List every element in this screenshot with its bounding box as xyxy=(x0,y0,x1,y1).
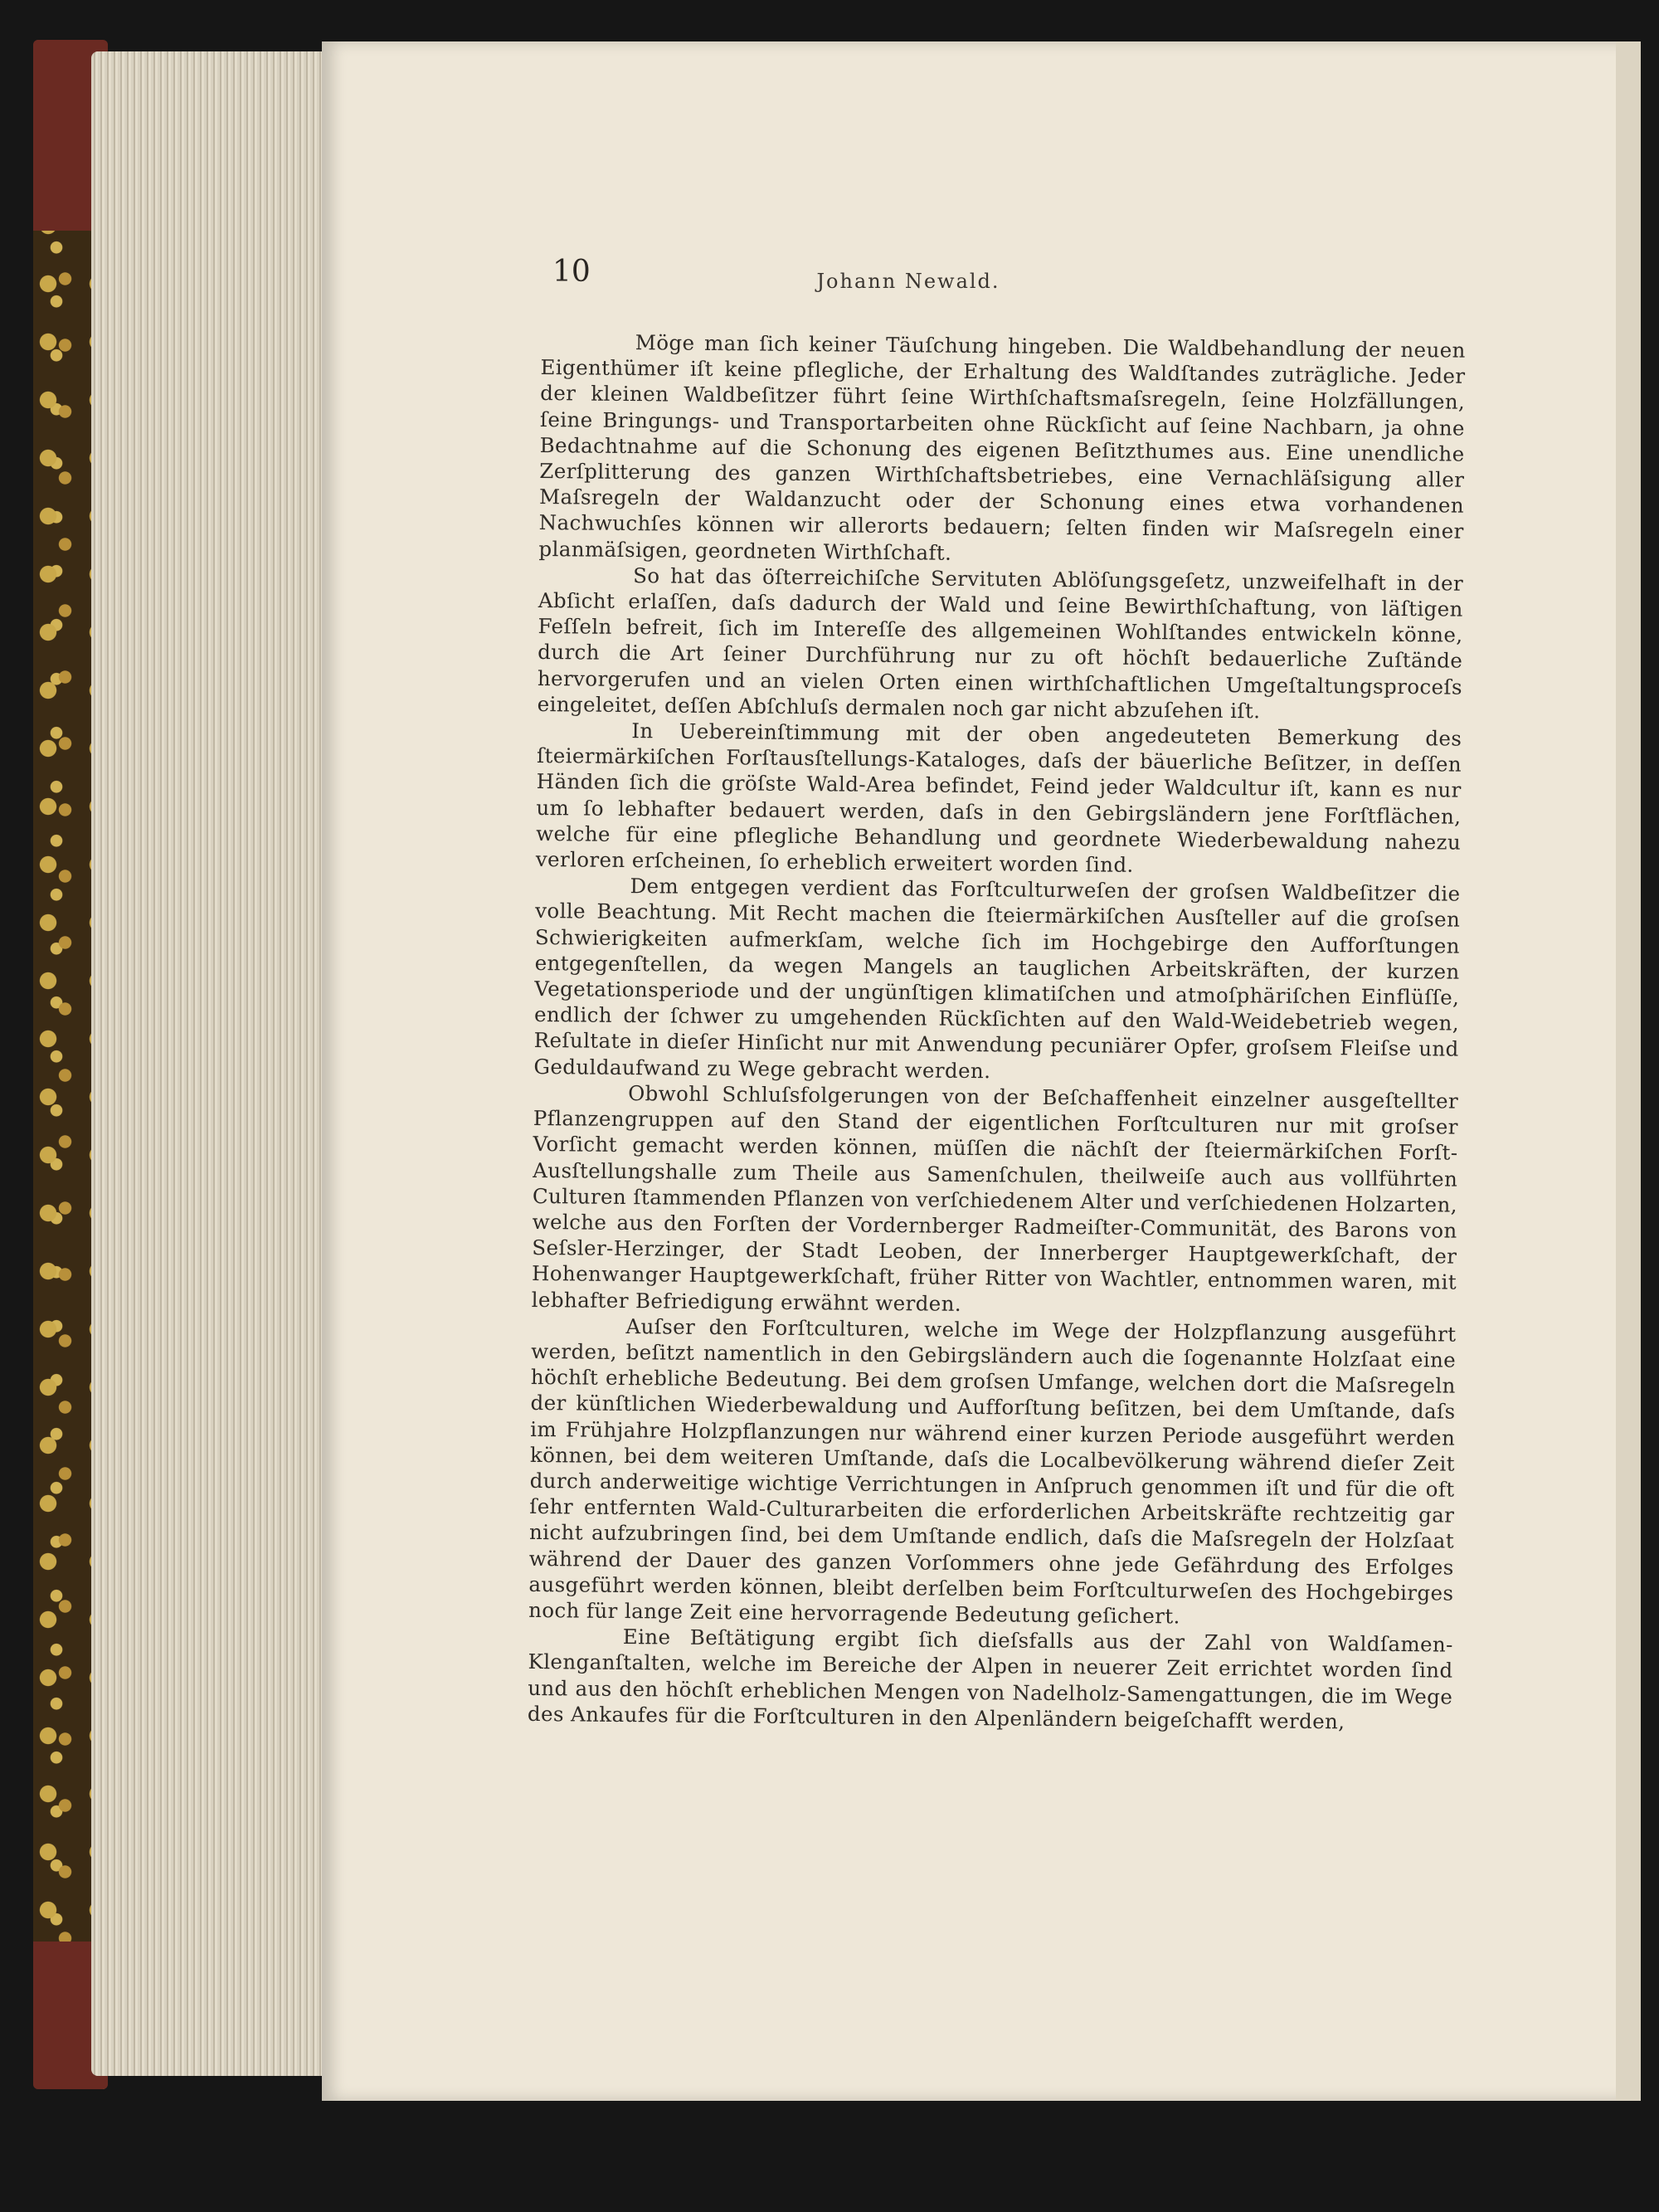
page-edges xyxy=(91,51,324,2076)
paragraph-1: Möge man ſich keiner Täuſchung hingeben. Die Waldbehandlung der neuen Eigenthümer iſt keine pflegliche, der Erhaltung des Waldſtandes zuträgliche. Jeder der kleinen Waldbeſitzer führt ſeine Wirthſchaftsmaſsregeln, ſeine Holzfällungen, ſeine Bringungs- und Transportarbeiten ohne Rückſicht auf ſeine Nachbarn, ja ohne Bedachtnahme auf die Schonung des eigenen Beſitzthumes aus. Eine unendliche Zerſplitterung des ganzen Wirthſchaftsbetriebes, eine Vernachläſsigung aller Maſsregeln der Waldanzucht oder der Schonung eines etwa vorhandenen Nachwuchſes können wir allerorts bedauern; ſelten finden wir Maſsregeln einer planmäſsigen, geordneten Wirthſchaft. xyxy=(538,330,1466,565)
running-head-text: Johann Newald. xyxy=(816,270,1000,293)
paragraph-3: In Uebereinſtimmung mit der oben angedeuteten Bemerkung des ſteiermärkiſchen Forſtausſtellungs-Kataloges, daſs der bäuerliche Beſitzer, in deſſen Händen ſich die gröſste Wald-Area befindet, Feind jeder Waldcultur iſt, kann es nur um ſo lebhafter bedauert werden, daſs in den Gebirgsländern jene Forſtflächen, welche für eine pflegliche Behandlung und geordnete Wiederbewaldung nahezu verloren erſcheinen, ſo erheblich erweitert worden ſind. xyxy=(535,719,1462,877)
page-number: 10 xyxy=(552,255,591,289)
paragraph-5: Obwohl Schluſsfolgerungen von der Beſchaffenheit einzelner ausgeſtellter Pflanzengruppen auf den Stand der eigentlichen Forſtculturen nur mit groſser Vorſicht gemacht werden können, müſſen die nächſt der ſteiermärkiſchen Forſt-Ausſtellungshalle zum Theile aus Samenſchulen, theilweiſe auch aus vollführten Culturen ſtammenden Pflanzen von verſchiedenem Alter und verſchiedenen Holzarten, welche aus den Forſten der Vordernberger Radmeiſter-Communität, des Barons von Seſsler-Herzinger, der Stadt Leoben, der Innerberger Hauptgewerkſchaft, der Hohenwanger Hauptgewerkſchaft, früher Ritter von Wachtler, entnommen waren, mit lebhafter Befriedigung erwähnt werden. xyxy=(531,1080,1459,1316)
paragraph-6: Auſser den Forſtculturen, welche im Wege der Holzpflanzung ausgeführt werden, beſitzt namentlich in den Gebirgsländern auch die ſogenannte Holzſaat eine höchſt erhebliche Bedeutung. Bei dem groſsen Umfange, welchen dort die Maſsregeln der künſtlichen Wiederbewaldung und Aufforſtung beſitzen, bei dem Umſtande, daſs im Frühjahre Holzpflanzungen nur während einer kurzen Periode ausgeführt werden können, bei dem weiteren Umſtande, daſs die Localbevölkerung während dieſer Zeit durch anderweitige wichtige Verrichtungen in Anſpruch genommen iſt und für die oft ſehr entfernten Wald-Culturarbeiten die erforderlichen Arbeitskräfte rechtzeitig gar nicht aufzubringen ſind, bei dem Umſtande endlich, daſs die Maſsregeln der Holzſaat während der Dauer des ganzen Vorſommers ohne jede Gefährdung des Erfolges ausgeführt werden können, bleibt derſelben beim Forſtculturweſen des Hochgebirges noch für lange Zeit eine hervorragende Bedeutung geſichert. xyxy=(528,1313,1457,1629)
paragraph-4: Dem entgegen verdient das Forſtculturweſen der groſsen Waldbeſitzer die volle Beachtung. Mit Recht machen die ſteiermärkiſchen Ausſteller auf die groſsen Schwierigkeiten aufmerkſam, welche ſich im Hochgebirge den Aufforſtungen entgegenſtellen, da wegen Mangels an tauglichen Arbeitskräften, der kurzen Vegetationsperiode und der ungünſtigen klimatiſchen und atmoſphäriſchen Einflüſſe, endlich der ſchwer zu umgehenden Rückſichten auf den Wald-Weidebetrieb wegen, Reſultate in dieſer Hinſicht nur mit Anwendung pecuniärer Opfer, groſsem Fleiſse und Geduldaufwand zu Wege gebracht werden. xyxy=(533,874,1461,1083)
paragraph-2: So hat das öſterreichiſche Servituten Ablöſungsgeſetz, unzweifelhaft in der Abſicht erlaſſen, daſs dadurch der Wald und ſeine Bewirthſchaftung, von läſtigen Feſſeln befreit, ſich im Intereſſe des allgemeinen Wohlſtandes entwickeln könne, durch die Art ſeiner Durchführung nur zu oft höchſt bedauerliche Zuſtände hervorgerufen und an vielen Orten einen wirthſchaftlichen Umgeſtaltungsproceſs eingeleitet, deſſen Abſchluſs dermalen noch gar nicht abzuſehen iſt. xyxy=(537,563,1464,724)
body-text xyxy=(528,329,1466,1736)
page-fore-edge xyxy=(1616,41,1641,2101)
paragraph-7: Eine Beſtätigung ergibt ſich dieſsfalls aus der Zahl von Waldſamen-Klenganſtalten, welche im Bereiche der Alpen in neuerer Zeit errichtet worden ſind und aus den höchſt erheblichen Mengen von Nadelholz-Samengattungen, die im Wege des Ankaufes für die Forſtculturen in den Alpenländern beigeſchafft werden, xyxy=(527,1625,1453,1734)
running-head xyxy=(0,270,1659,293)
